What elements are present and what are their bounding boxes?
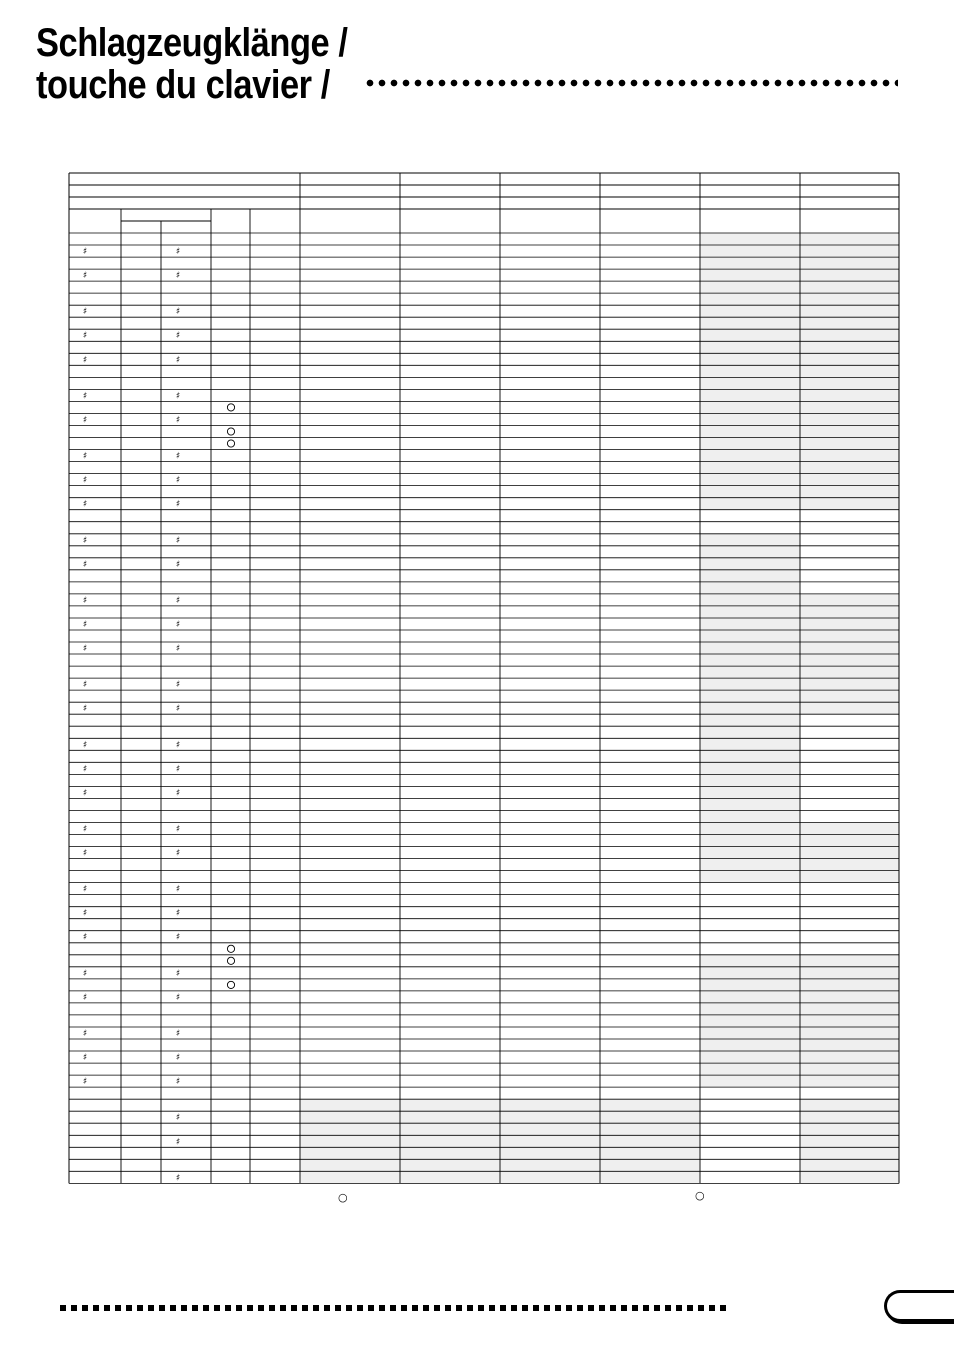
sharp-mark: ♯	[82, 764, 88, 775]
circle-mark	[227, 404, 234, 411]
sharp-mark: ♯	[82, 824, 88, 835]
sharp-mark: ♯	[82, 451, 88, 462]
sharp-mark: ♯	[175, 1029, 181, 1039]
sharp-mark: ♯	[175, 355, 181, 366]
page-title-line-1: Schlagzeugklänge /	[36, 21, 348, 65]
sharp-mark: ♯	[175, 992, 181, 1003]
circle-mark	[227, 957, 234, 964]
sharp-mark: ♯	[175, 824, 181, 835]
sharp-mark: ♯	[82, 788, 88, 799]
sharp-mark: ♯	[82, 307, 88, 318]
sharp-mark: ♯	[82, 740, 88, 751]
shaded-cell-block	[700, 534, 800, 594]
sharp-mark: ♯	[82, 704, 88, 715]
sharp-mark: ♯	[175, 680, 181, 691]
sharp-mark: ♯	[175, 271, 181, 282]
sharp-mark: ♯	[175, 307, 181, 318]
sharp-mark: ♯	[175, 1077, 181, 1088]
circle-mark	[227, 981, 234, 988]
shaded-cell-block	[700, 233, 899, 510]
sharp-mark: ♯	[82, 271, 88, 282]
sharp-mark: ♯	[82, 475, 88, 486]
sharp-mark: ♯	[82, 595, 88, 606]
footer-dotted-rule	[60, 1305, 726, 1311]
sharp-mark: ♯	[82, 415, 88, 426]
sharp-mark: ♯	[175, 559, 181, 570]
sharp-mark: ♯	[175, 968, 181, 979]
sharp-mark: ♯	[175, 499, 181, 510]
sharp-mark: ♯	[82, 391, 88, 402]
sharp-mark: ♯	[82, 884, 88, 895]
sharp-mark: ♯	[175, 391, 181, 402]
sharp-mark: ♯	[82, 559, 88, 570]
circle-mark	[227, 440, 234, 447]
sharp-mark: ♯	[175, 415, 181, 426]
sharp-mark: ♯	[175, 1137, 181, 1148]
page-number-tab	[884, 1290, 954, 1322]
sharp-mark: ♯	[82, 499, 88, 510]
shaded-cell-block	[700, 714, 800, 822]
shaded-cell-block	[700, 955, 899, 1087]
shaded-cell-block	[700, 822, 899, 882]
sharp-mark: ♯	[175, 1113, 181, 1124]
page-title-line-2: touche du clavier /	[36, 63, 330, 107]
sharp-mark: ♯	[175, 331, 181, 342]
sharp-mark: ♯	[175, 535, 181, 546]
sharp-mark: ♯	[175, 848, 181, 859]
sharp-mark: ♯	[175, 764, 181, 775]
sharp-mark: ♯	[175, 788, 181, 799]
sharp-mark: ♯	[175, 644, 181, 654]
circle-mark	[227, 945, 234, 952]
sharp-mark: ♯	[175, 932, 181, 943]
sharp-mark: ♯	[82, 932, 88, 943]
sharp-mark: ♯	[82, 1077, 88, 1088]
sharp-mark: ♯	[175, 1173, 181, 1184]
sharp-mark: ♯	[82, 331, 88, 342]
sharp-mark: ♯	[82, 535, 88, 546]
shaded-cell-block	[800, 1099, 899, 1183]
footnote-circle-right: ○	[695, 1189, 705, 1202]
sharp-mark: ♯	[175, 475, 181, 486]
sharp-mark: ♯	[82, 1053, 88, 1063]
sharp-mark: ♯	[175, 595, 181, 606]
sharp-mark: ♯	[82, 992, 88, 1003]
sharp-mark: ♯	[175, 908, 181, 919]
sharp-mark: ♯	[82, 908, 88, 919]
sharp-mark: ♯	[82, 355, 88, 366]
sharp-mark: ♯	[82, 644, 88, 654]
sharp-mark: ♯	[175, 740, 181, 751]
sharp-mark: ♯	[82, 620, 88, 630]
footnote-circle-left: ○	[338, 1191, 348, 1204]
sharp-mark: ♯	[175, 704, 181, 715]
sharp-mark: ♯	[82, 247, 88, 257]
circle-mark	[227, 428, 234, 435]
sharp-mark: ♯	[82, 1029, 88, 1039]
sharp-mark: ♯	[175, 884, 181, 895]
sharp-mark: ♯	[82, 680, 88, 691]
sharp-mark: ♯	[175, 620, 181, 630]
sharp-mark: ♯	[175, 247, 181, 257]
sharp-mark: ♯	[175, 451, 181, 462]
sharp-mark: ♯	[82, 848, 88, 859]
sharp-mark: ♯	[175, 1053, 181, 1063]
sharp-mark: ♯	[82, 968, 88, 979]
